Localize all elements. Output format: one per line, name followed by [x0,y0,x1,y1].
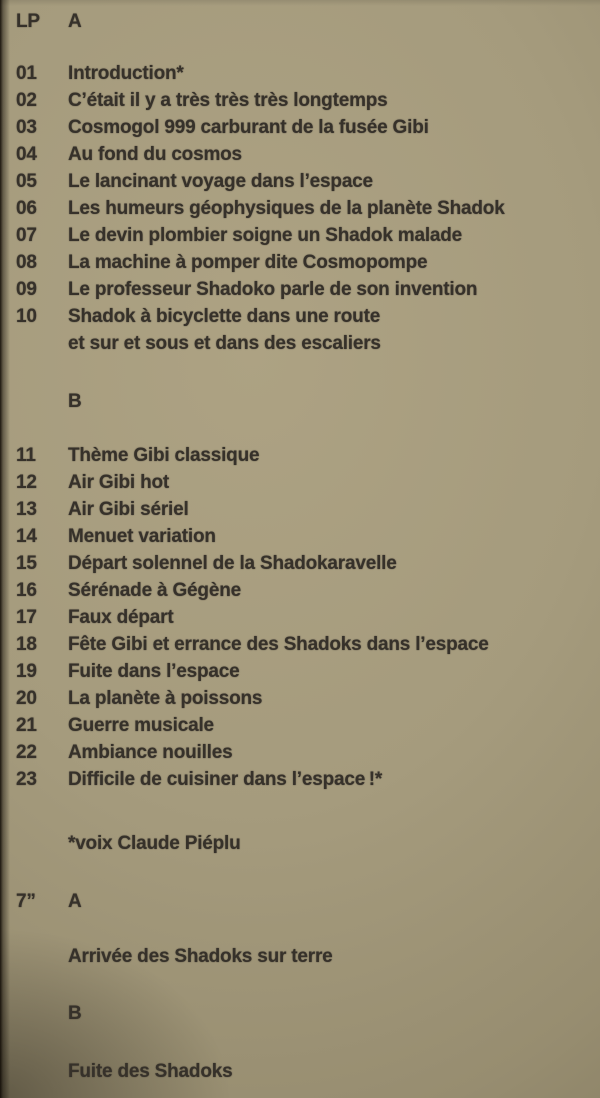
empty-number-cell [16,388,68,415]
track-row [0,114,600,141]
track-number: 06 [16,198,37,219]
lp-side-a-label: A [68,11,82,32]
track-title: La planète à poissons [68,688,263,709]
seven-inch-side-b-title: Fuite des Shadoks [68,1061,233,1082]
track-title: Air Gibi sériel [68,499,189,520]
track-number: 04 [16,144,37,165]
track-row [0,442,600,469]
seven-inch-header-row [0,888,600,915]
seven-inch-side-a-label: A [68,891,82,912]
track-number: 10 [16,306,37,327]
track-number: 07 [16,225,37,246]
track-number: 20 [16,688,37,709]
track-row [0,766,600,793]
lp-side-b-tracklist [0,442,600,793]
lp-side-b-header-row [0,388,600,415]
track-number: 15 [16,553,37,574]
track-title: Air Gibi hot [68,472,170,493]
track-number: 01 [16,63,37,84]
track-number: 17 [16,607,37,628]
track-title: Départ solennel de la Shadokaravelle [68,553,397,574]
empty-number-cell [16,1000,68,1027]
track-number: 21 [16,715,37,736]
track-number: 16 [16,580,37,601]
voice-credit-footnote: *voix Claude Piéplu [68,833,241,854]
track-title-continuation: et sur et sous et dans des escaliers [68,333,381,354]
track-number: 19 [16,661,37,682]
track-row [0,87,600,114]
track-number: 11 [16,445,36,466]
seven-inch-side-b-track-row [0,1058,600,1085]
track-title: Ambiance nouilles [68,742,233,763]
track-number: 14 [16,526,37,547]
track-row [0,550,600,577]
seven-inch-side-b-label: B [68,1003,82,1024]
track-number: 13 [16,499,37,520]
track-title: Le devin plombier soigne un Shadok malade [68,225,463,246]
track-number: 05 [16,171,37,192]
track-row [0,60,600,87]
track-number: 12 [16,472,37,493]
track-title: Introduction* [68,63,184,84]
track-row [0,739,600,766]
track-number: 02 [16,90,37,111]
track-row [0,303,600,330]
track-number: 08 [16,252,37,273]
track-title: Le lancinant voyage dans l’espace [68,171,373,192]
track-title: Cosmogol 999 carburant de la fusée Gibi [68,117,429,138]
track-row [0,469,600,496]
track-number: 22 [16,742,37,763]
track-row [0,712,600,739]
track-row [0,141,600,168]
track-row [0,168,600,195]
track-title: Thème Gibi classique [68,445,260,466]
track-title: Fuite dans l’espace [68,661,240,682]
track-row [0,631,600,658]
seven-inch-side-a-track-row [0,943,600,970]
track-number: 18 [16,634,37,655]
track-title: Faux départ [68,607,174,628]
track-title: Au fond du cosmos [68,144,242,165]
track-row [0,496,600,523]
empty-number-cell [16,330,68,357]
track-title: Menuet variation [68,526,216,547]
track-number: 09 [16,279,37,300]
lp-side-a-tracklist [0,60,600,357]
track-title: La machine à pomper dite Cosmopompe [68,252,428,273]
track-row [0,249,600,276]
track-row [0,523,600,550]
empty-number-cell [16,1058,68,1085]
track-title: Les humeurs géophysiques de la planète Shadok [68,198,505,219]
track-title: C’était il y a très très très longtemps [68,90,388,111]
track-row-continuation [0,330,600,357]
seven-inch-side-a-title: Arrivée des Shadoks sur terre [68,946,333,967]
empty-number-cell [16,830,68,857]
track-title: Difficile de cuisiner dans l’espace !* [68,769,383,790]
track-row [0,195,600,222]
track-title: Guerre musicale [68,715,214,736]
track-row [0,604,600,631]
track-row [0,685,600,712]
lp-format-label: LP [16,11,40,32]
track-title: Shadok à bicyclette dans une route [68,306,381,327]
track-number: 03 [16,117,37,138]
track-row [0,276,600,303]
lp-side-b-label: B [68,391,82,412]
track-row [0,577,600,604]
track-title: Sérénade à Gégène [68,580,241,601]
track-title: Fête Gibi et errance des Shadoks dans l’espace [68,634,489,655]
seven-inch-format-label: 7” [16,891,36,912]
track-row [0,658,600,685]
empty-number-cell [16,943,68,970]
track-number: 23 [16,769,37,790]
track-row [0,222,600,249]
lp-header-row [0,8,600,35]
seven-inch-side-b-header-row [0,1000,600,1027]
footnote-row [0,830,600,857]
track-title: Le professeur Shadoko parle de son invention [68,279,478,300]
